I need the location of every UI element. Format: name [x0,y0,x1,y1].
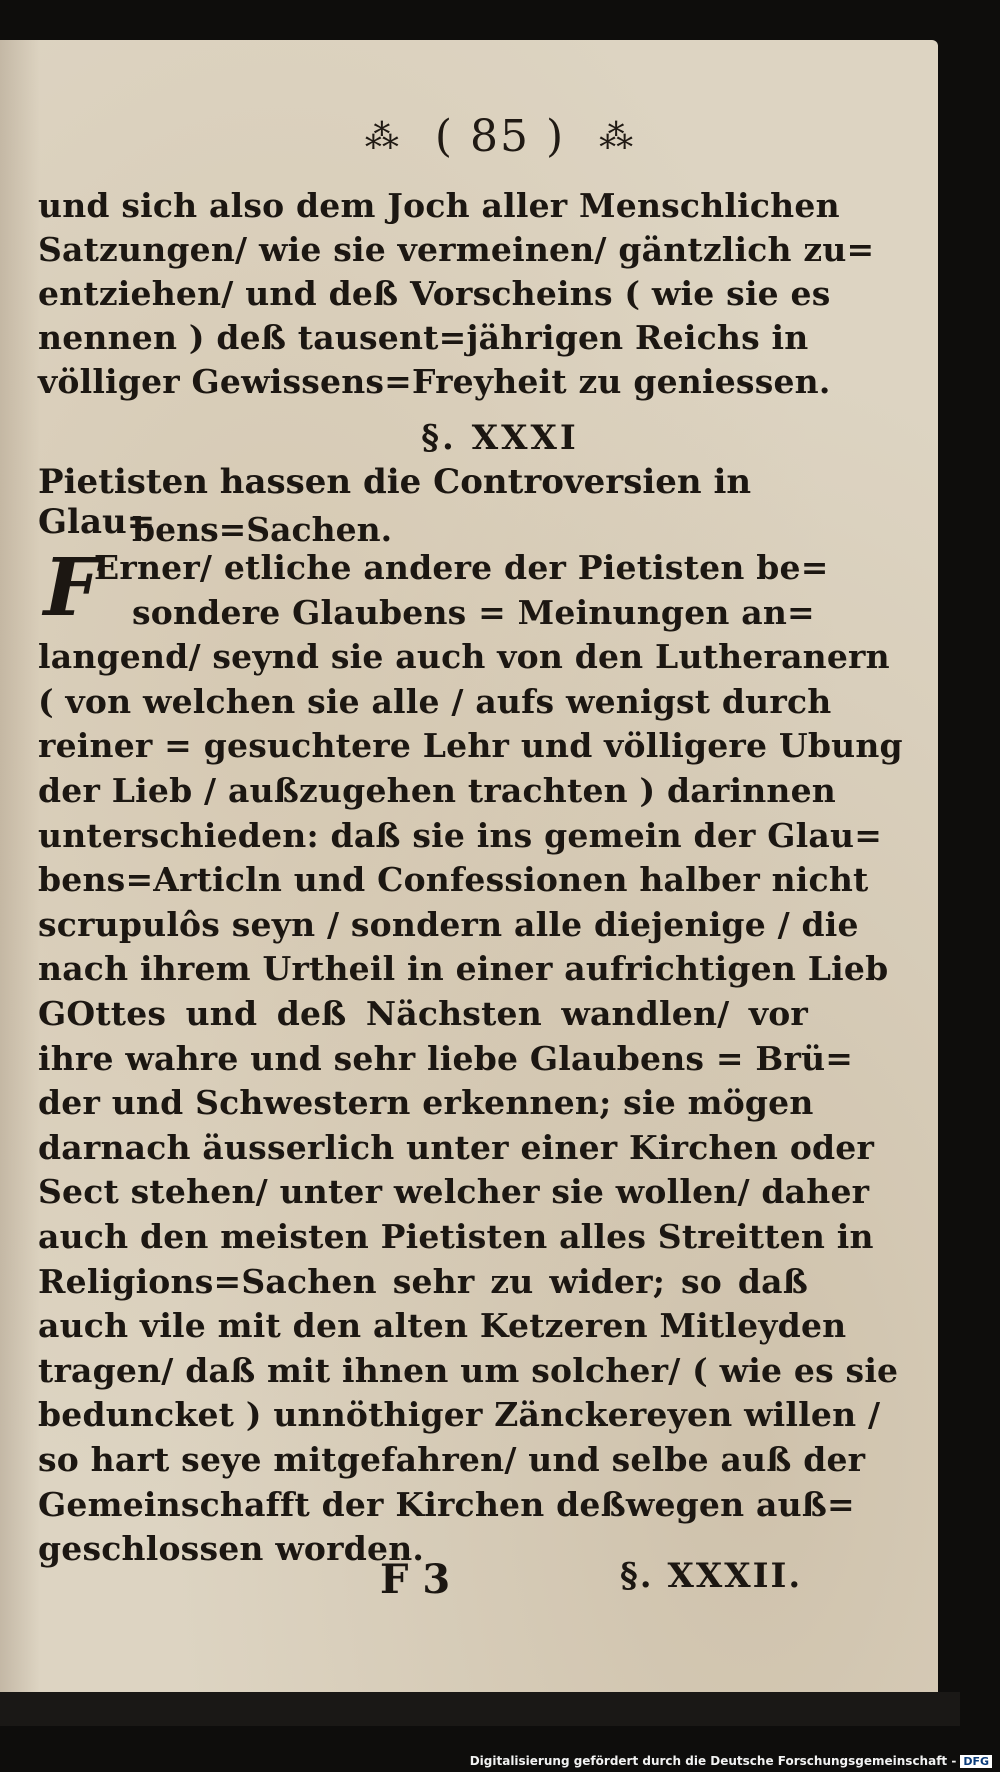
page-header [0,108,1000,162]
ornament-right-icon: ⁂ [599,116,636,157]
text-line: scrupulôs seyn / sondern alle diejenige / die [38,904,859,944]
text-line: darnach äusserlich unter einer Kirchen oder [38,1127,875,1167]
text-line: bens=Articln und Confessionen halber nicht [38,860,869,900]
ornament-left-icon: ⁂ [364,116,401,157]
text-line: tragen/ daß mit ihnen um solcher/ ( wie es sie [38,1350,899,1390]
text-line: Religions=Sachen sehr zu wider; so daß [38,1261,808,1301]
signature-mark: F 3 [380,1556,451,1603]
text-line: sondere Glaubens = Meinungen an= [132,592,815,632]
text-line: auch den meisten Pietisten alles Streitten in [38,1217,874,1256]
text-line: unterschieden: daß sie ins gemein der Glau= [38,815,883,855]
text-line: entziehen/ und deß Vorscheins ( wie sie es [38,274,831,313]
text-line: ihre wahre und sehr liebe Glaubens = Brü= [38,1038,854,1078]
text-line: der und Schwestern erkennen; sie mögen [38,1083,814,1123]
page-number: ( 85 ) [434,111,566,162]
text-line: langend/ seynd sie auch von den Lutheranern [38,637,890,677]
text-line: der Lieb / außzugehen trachten ) darinnen [38,771,836,810]
text-line: reiner = gesuchtere Lehr und völligere Ubung [38,726,903,766]
digitization-credit [470,1754,992,1768]
page-bottom-edge [0,1692,960,1726]
text-line: nennen ) deß tausent=jährigen Reichs in [38,318,809,357]
text-line: Satzungen/ wie sie vermeinen/ gäntzlich zu= [38,230,875,269]
text-line: Gemeinschafft der Kirchen deßwegen auß= [38,1484,855,1524]
text-line: so hart seye mitgefahren/ und selbe auß der [38,1440,866,1479]
drop-cap: F [43,540,101,634]
text-line: beduncket ) unnöthiger Zänckereyen willen / [38,1395,881,1435]
credit-text: Digitalisierung gefördert durch die Deutsche Forschungsgemeinschaft - [469,1754,957,1768]
text-line: geschlossen worden. [38,1529,425,1569]
text-line: Erner/ etliche andere der Pietisten be= [94,548,829,587]
text-line: völliger Gewissens=Freyheit zu geniessen. [38,362,831,401]
text-line: Sect stehen/ unter welcher sie wollen/ daher [38,1172,870,1212]
text-line: und sich also dem Joch aller Menschlichen [38,186,840,225]
marginal-heading: Pietisten hassen die Controversien in Glau= [38,462,752,542]
text-line: auch vile mit den alten Ketzeren Mitleyden [38,1306,847,1346]
section-heading: §. XXXI [421,418,579,458]
marginal-heading-cont: bens=Sachen. [132,510,393,549]
catchword: §. XXXII. [620,1556,803,1596]
text-line: nach ihrem Urtheil in einer aufrichtigen Lieb [38,949,889,989]
text-line: ( von welchen sie alle / aufs wenigst durch [38,681,832,721]
dfg-logo: DFG [960,1755,992,1768]
text-line: GOttes und deß Nächsten wandlen/ vor [38,994,808,1033]
